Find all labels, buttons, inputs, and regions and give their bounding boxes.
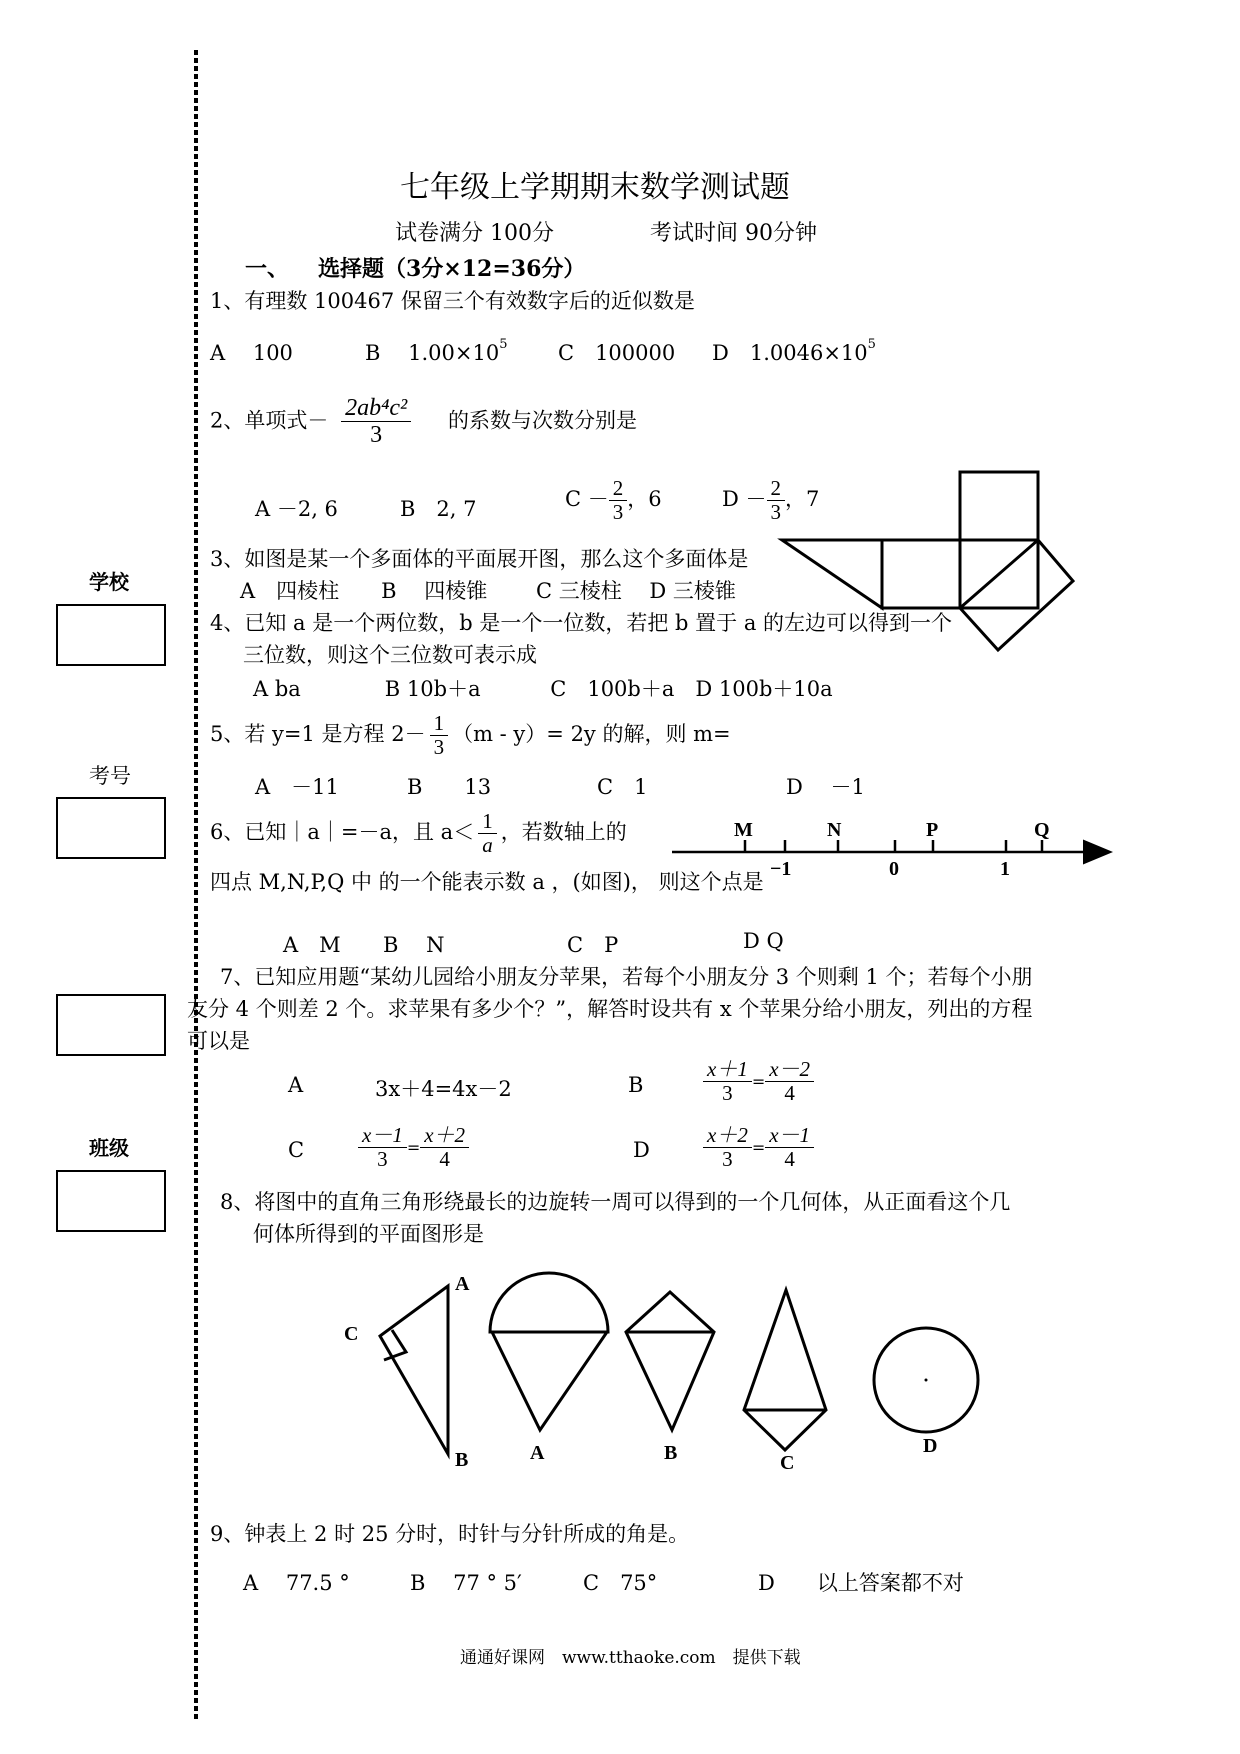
footer-source: 通通好课网 www.tthaoke.com 提供下载 <box>460 1648 801 1668</box>
exam-number-label: 考号 <box>89 764 131 788</box>
option-a-label: A <box>530 1442 545 1464</box>
right-angle-mark <box>384 1330 406 1360</box>
q9-option-d: D 以上答案都不对 <box>758 1571 964 1595</box>
q2-option-b: B 2, 7 <box>400 497 477 521</box>
binding-dotted-line <box>193 0 199 1754</box>
exam-time: 考试时间 90分钟 <box>650 221 817 246</box>
q5-option-b: B 13 <box>407 775 492 799</box>
school-label: 学校 <box>89 570 129 594</box>
triangle-vertex-a: A <box>455 1273 470 1295</box>
class-field[interactable] <box>56 1170 166 1232</box>
q7-stem-line2: 友分 4 个则差 2 个。求苹果有多少个？”，解答时设共有 x 个苹果分给小朋友，列出的方程 <box>187 997 1033 1021</box>
tick-label-0: 0 <box>889 858 899 880</box>
full-score: 试卷满分 100分 <box>395 221 554 246</box>
q7-option-d-equation: $\frac{x+2}{3}$ = $\frac{x-1}{4}$ <box>703 1124 814 1171</box>
q5-option-d: D －1 <box>786 775 865 799</box>
option-c-label: C <box>780 1452 795 1474</box>
right-triangle <box>380 1286 448 1454</box>
name-field[interactable] <box>56 994 166 1056</box>
q4-stem-line1: 4、已知 a 是一个两位数，b 是一个一位数，若把 b 置于 a 的左边可以得到一个 <box>210 611 953 635</box>
q9-option-a: A 77.5 ° <box>243 1571 350 1595</box>
q6-option-a: A M <box>283 933 341 957</box>
option-c-shape <box>744 1290 826 1450</box>
triangle-vertex-b: B <box>455 1449 469 1471</box>
q2-option-c: C － $\frac{2}{3}$ ，6 <box>565 476 662 525</box>
class-label: 班级 <box>89 1136 129 1160</box>
tick-label-neg1: −1 <box>770 858 792 880</box>
option-b-label: B <box>664 1442 678 1464</box>
q9-option-c: C 75° <box>583 1571 658 1595</box>
q9-option-b: B 77 ° 5′ <box>410 1571 522 1595</box>
point-label-m: M <box>734 819 753 841</box>
point-label-n: N <box>827 819 842 841</box>
triangle-vertex-c: C <box>344 1323 359 1345</box>
q6-option-c: C P <box>567 933 619 957</box>
q6-stem: 6、已知｜a｜=－a，且 a＜ $\frac{1}{a}$ ，若数轴上的 <box>210 809 627 858</box>
q5-option-a: A －11 <box>255 775 339 799</box>
q7-stem-line1: 7、已知应用题“某幼儿园给小朋友分苹果，若每个小朋友分 3 个则剩 1 个；若每个小朋 <box>220 965 1033 989</box>
q4-stem-line2: 三位数，则这个三位数可表示成 <box>243 643 537 667</box>
exam-number-field[interactable] <box>56 797 166 859</box>
point-label-q: Q <box>1034 819 1050 841</box>
q7-option-a-equation: 3x＋4=4x－2 <box>375 1077 512 1101</box>
polyhedron-net-figure <box>780 470 1080 670</box>
tick-label-1: 1 <box>1000 858 1010 880</box>
q5-stem: 5、若 y=1 是方程 2－ $\frac{1}{3}$ （m - y）= 2y 的解，则 m= <box>210 711 731 760</box>
option-b-shape <box>626 1292 714 1430</box>
q2-option-a: A －2, 6 <box>255 497 338 521</box>
q1-stem: 1、有理数 100467 保留三个有效数字后的近似数是 <box>210 289 695 313</box>
q7-option-d-label: D <box>633 1138 650 1162</box>
q9-stem: 9、钟表上 2 时 25 分时，时针与分针所成的角是。 <box>210 1522 690 1546</box>
section-number: 一、 <box>245 256 290 282</box>
q1-option-b: B $1.00\times 10^5$ <box>365 337 508 365</box>
q6-option-b: B N <box>383 933 445 957</box>
q8-stem-line2: 何体所得到的平面图形是 <box>253 1222 484 1246</box>
q5-option-c: C 1 <box>597 775 648 799</box>
page-title: 七年级上学期期末数学测试题 <box>400 170 790 205</box>
q1-option-a: A 100 <box>210 341 293 365</box>
q6-stem-line2: 四点 M,N,P,Q 中 的一个能表示数 a ，(如图)， 则这个点是 <box>210 870 764 894</box>
q2-option-d: D － $\frac{2}{3}$ ，7 <box>722 476 820 525</box>
q8-figures <box>330 1270 1010 1490</box>
q3-stem: 3、如图是某一个多面体的平面展开图，那么这个多面体是 <box>210 547 749 571</box>
q1-option-d: D $1.0046\times 10^5$ <box>712 337 876 365</box>
q8-stem-line1: 8、将图中的直角三角形绕最长的边旋转一周可以得到的一个几何体，从正面看这个几 <box>220 1190 1011 1214</box>
q2-monomial: $\frac{\text{2ab⁴c²}}{3}$ <box>341 395 411 449</box>
q1-option-c: C 100000 <box>558 341 676 365</box>
q7-option-c-equation: $\frac{x-1}{3}$ = $\frac{x+2}{4}$ <box>358 1124 469 1171</box>
q7-option-b-equation: $\frac{x+1}{3}$ = $\frac{x-2}{4}$ <box>703 1058 814 1105</box>
option-a-shape <box>490 1273 608 1332</box>
q7-option-b-label: B <box>628 1073 644 1097</box>
option-d-label: D <box>923 1435 938 1457</box>
school-field[interactable] <box>56 604 166 666</box>
q7-option-a-label: A <box>288 1073 304 1097</box>
point-label-p: P <box>926 819 939 841</box>
q2-stem: 2、单项式－ $\frac{\text{2ab⁴c²}}{3}$ 的系数与次数分别是 <box>210 395 637 449</box>
q3-options: A 四棱柱 B 四棱锥 C 三棱柱 D 三棱锥 <box>240 579 736 603</box>
q6-option-d: D Q <box>743 929 784 953</box>
q7-option-c-label: C <box>288 1138 305 1162</box>
section-title: 选择题（3分×12=36分） <box>318 256 586 282</box>
q7-stem-line3: 可以是 <box>187 1029 250 1053</box>
q4-options: A ba B 10b＋a C 100b＋a D 100b＋10a <box>253 677 833 701</box>
